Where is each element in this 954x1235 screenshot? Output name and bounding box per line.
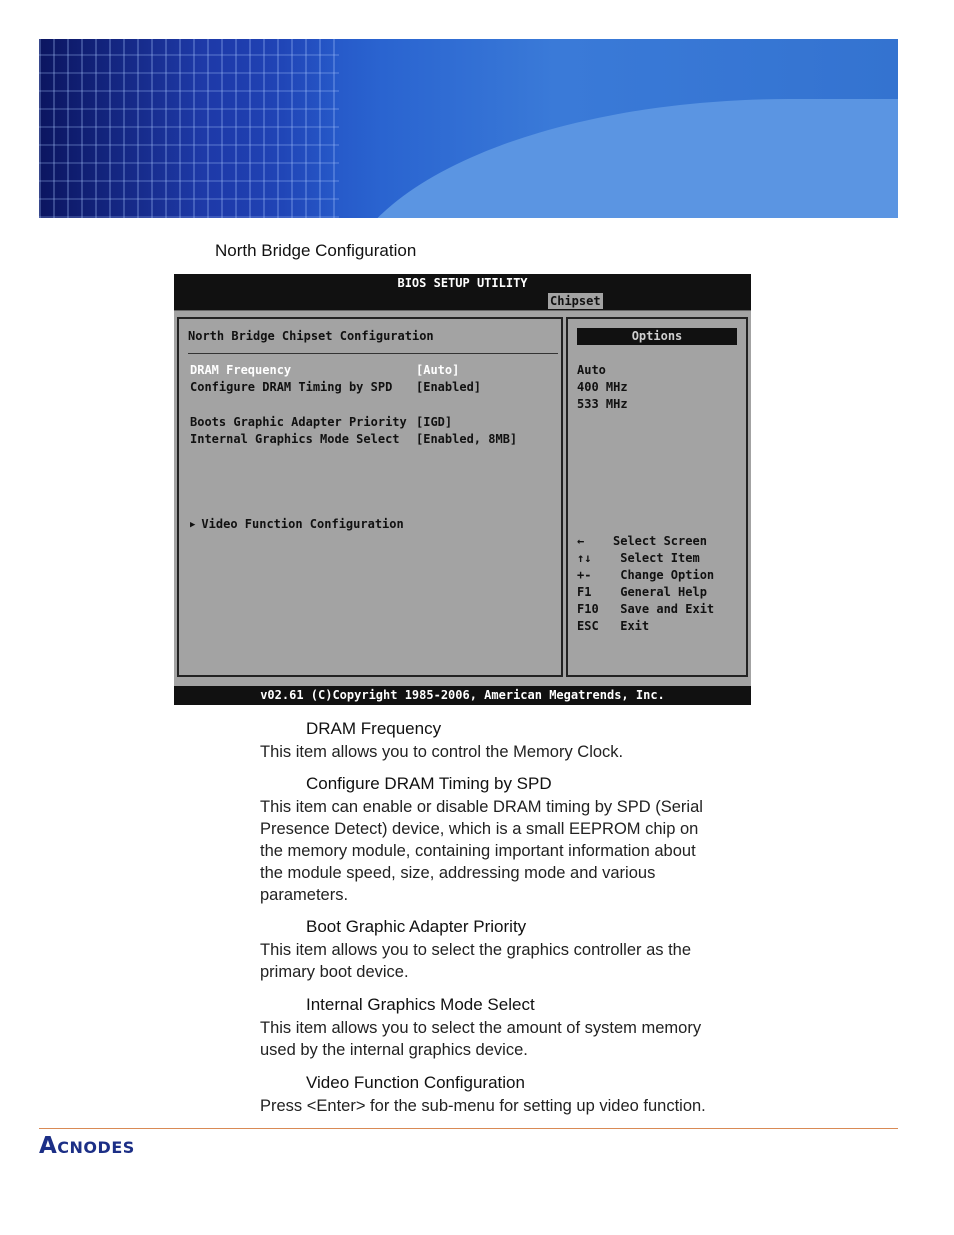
bios-tab-bar [174, 292, 751, 311]
options-heading: Options [577, 328, 737, 345]
desc-heading-dram-frequency: DRAM Frequency [306, 719, 442, 738]
help-text: Save and Exit [613, 602, 715, 616]
item-label: Boots Graphic Adapter Priority [190, 415, 407, 429]
desc-heading-video-function: Video Function Configuration [306, 1073, 525, 1092]
desc-line: This item can enable or disable DRAM timing by SPD (Serial [260, 798, 703, 816]
help-key: ← [577, 534, 585, 548]
help-line [577, 619, 649, 633]
item-value: [Enabled, 8MB] [416, 432, 518, 446]
heading-divider [188, 353, 558, 354]
desc-line: Presence Detect) device, which is a small EEPROM chip on [260, 820, 699, 838]
bios-main-panel [177, 317, 563, 677]
desc-heading-dram-timing: Configure DRAM Timing by SPD [306, 774, 552, 793]
banner-swoosh [339, 99, 898, 218]
desc-body-dram-timing [260, 796, 760, 906]
desc-line: This item allows you to control the Memory Clock. [260, 743, 624, 761]
item-value: [Enabled] [416, 380, 482, 394]
section-title: North Bridge Configuration [215, 241, 417, 260]
submenu-label: Video Function Configuration [201, 517, 404, 531]
help-text: General Help [613, 585, 707, 599]
desc-line: This item allows you to select the amount of system memory [260, 1019, 702, 1037]
desc-line: primary boot device. [260, 963, 409, 981]
help-key: ↑↓ [577, 551, 592, 565]
option-item[interactable]: 533 MHz [577, 397, 628, 411]
help-text: Change Option [613, 568, 715, 582]
help-line [577, 568, 714, 582]
desc-heading-internal-graphics: Internal Graphics Mode Select [306, 995, 535, 1014]
bios-side-panel [566, 317, 748, 677]
help-text: Select Screen [613, 534, 707, 548]
help-text: Select Item [613, 551, 700, 565]
bios-title: BIOS SETUP UTILITY [174, 274, 751, 292]
desc-line: the memory module, containing important information about [260, 842, 696, 860]
item-label: Internal Graphics Mode Select [190, 432, 400, 446]
help-line [577, 585, 707, 599]
desc-line: parameters. [260, 886, 349, 904]
desc-body-dram-frequency [260, 741, 760, 763]
desc-line: Press <Enter> for the sub-menu for setting up video function. [260, 1097, 706, 1115]
help-key: ESC [577, 619, 599, 633]
help-key: F1 [577, 585, 592, 599]
bios-copyright: v02.61 (C)Copyright 1985-2006, American Megatrends, Inc. [174, 686, 751, 705]
desc-line: the module speed, size, addressing mode and various [260, 864, 656, 882]
submenu-entry [190, 517, 404, 531]
item-label: DRAM Frequency [190, 363, 292, 377]
panel-heading: North Bridge Chipset Configuration [188, 329, 434, 343]
item-label: Configure DRAM Timing by SPD [190, 380, 393, 394]
desc-heading-graphic-adapter: Boot Graphic Adapter Priority [306, 917, 527, 936]
help-text: Exit [613, 619, 650, 633]
bios-screen [174, 274, 751, 705]
tab-chipset[interactable]: Chipset [550, 294, 601, 308]
header-banner [39, 39, 898, 218]
circuit-board-graphic [39, 39, 339, 218]
submenu-arrow-icon: ▶ [190, 520, 196, 530]
help-key: +- [577, 568, 592, 582]
option-item[interactable]: 400 MHz [577, 380, 628, 394]
footer-divider [39, 1128, 898, 1129]
help-line [577, 602, 714, 616]
item-value: [IGD] [416, 415, 453, 429]
desc-body-video-function [260, 1095, 760, 1117]
desc-body-graphic-adapter [260, 939, 760, 983]
option-item[interactable]: Auto [577, 363, 606, 377]
help-line [577, 534, 707, 548]
acnodes-logo: Acnodes [39, 1133, 135, 1159]
desc-line: This item allows you to select the graphics controller as the [260, 941, 692, 959]
help-line [577, 551, 700, 565]
help-key: F10 [577, 602, 599, 616]
desc-body-internal-graphics [260, 1017, 760, 1061]
item-value: [Auto] [416, 363, 460, 377]
desc-line: used by the internal graphics device. [260, 1041, 528, 1059]
